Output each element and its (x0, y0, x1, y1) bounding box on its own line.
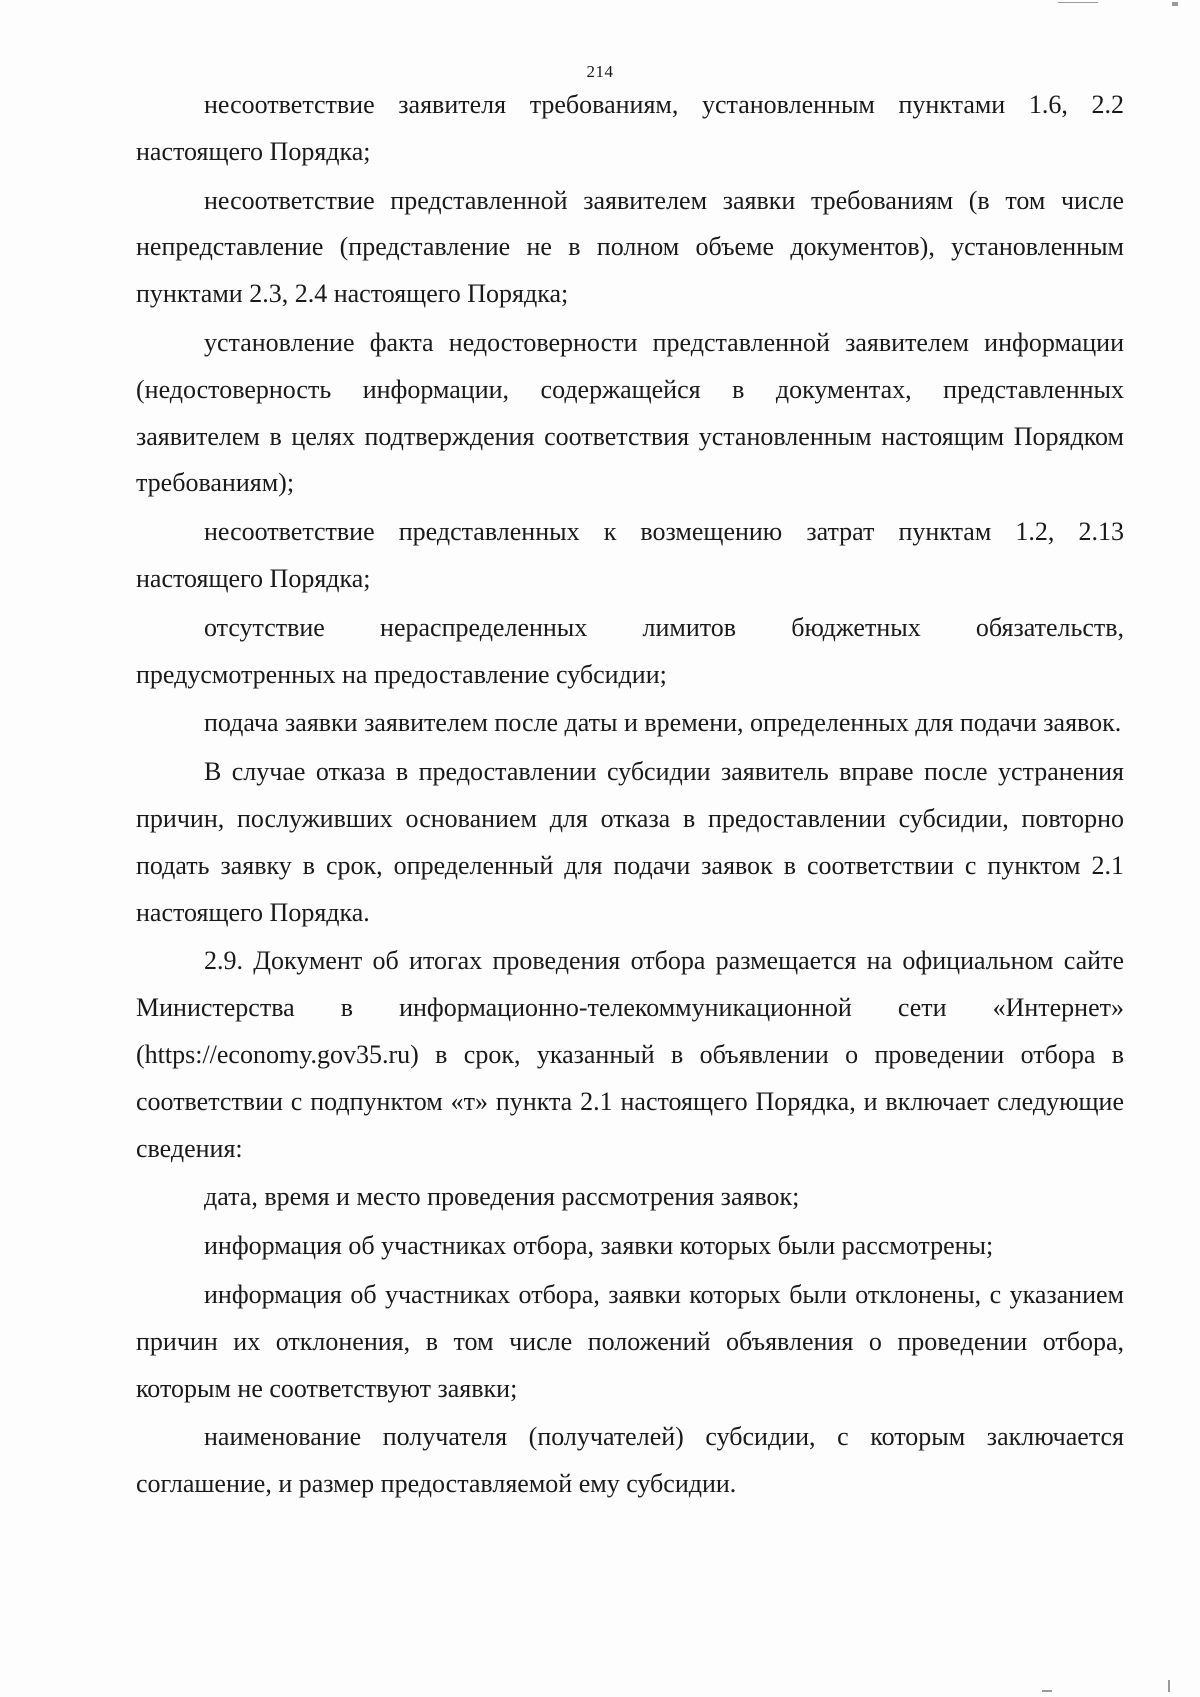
page-number: 214 (586, 62, 614, 81)
paragraph: несоответствие представленной заявителем заявки требованиям (в том числе непредставление (представление не в полном объеме документов), установленным пунктами 2.3, 2.4 настоящего Порядка; (136, 185, 1124, 309)
paragraph: информация об участниках отбора, заявки которых были рассмотрены; (204, 1231, 994, 1261)
document-body (136, 82, 1124, 1510)
scan-artifact (1172, 2, 1178, 6)
paragraph: подача заявки заявителем после даты и времени, определенных для подачи заявок. (204, 708, 1122, 738)
paragraph: отсутствие нераспределенных лимитов бюджетных обязательств, предусмотренных на предоставление субсидии; (136, 612, 1124, 689)
paragraph: В случае отказа в предоставлении субсидии заявитель вправе после устранения причин, послуживших основанием для отказа в предоставлении субсидии, повторно подать заявку в срок, определенный для подачи заявок в соответствии с пунктом 2.1 настоящего Порядка. (136, 757, 1124, 927)
paragraph: 2.9. Документ об итогах проведения отбора размещается на официальном сайте Министерства в информационно-телекоммуникационной сети «Интернет» (https://economy.gov35.ru) в срок, указанный в объявлении о проведении отбора в соответствии с подпунктом «т» пункта 2.1 настоящего Порядка, и включает следующие сведения: (136, 946, 1124, 1163)
paragraph: несоответствие представленных к возмещению затрат пунктам 1.2, 2.13 настоящего Порядка; (136, 517, 1124, 593)
paragraph: несоответствие заявителя требованиям, установленным пунктами 1.6, 2.2 настоящего Порядка; (136, 90, 1124, 166)
scan-artifact (1042, 1690, 1052, 1692)
paragraph: информация об участниках отбора, заявки которых были отклонены, с указанием причин их отклонения, в том числе положений объявления о проведении отбора, которым не соответствуют заявки; (136, 1279, 1124, 1403)
paragraph: дата, время и место проведения рассмотрения заявок; (204, 1182, 800, 1212)
scan-artifact (1058, 2, 1098, 3)
scan-artifact (1168, 1680, 1170, 1692)
paragraph: установление факта недостоверности представленной заявителем информации (недостоверность информации, содержащейся в документах, представленных заявителем в целях подтверждения соответствия установленным настоящим Порядком требованиям); (136, 327, 1124, 498)
paragraph: наименование получателя (получателей) субсидии, с которым заключается соглашение, и размер предоставляемой ему субсидии. (136, 1422, 1124, 1499)
